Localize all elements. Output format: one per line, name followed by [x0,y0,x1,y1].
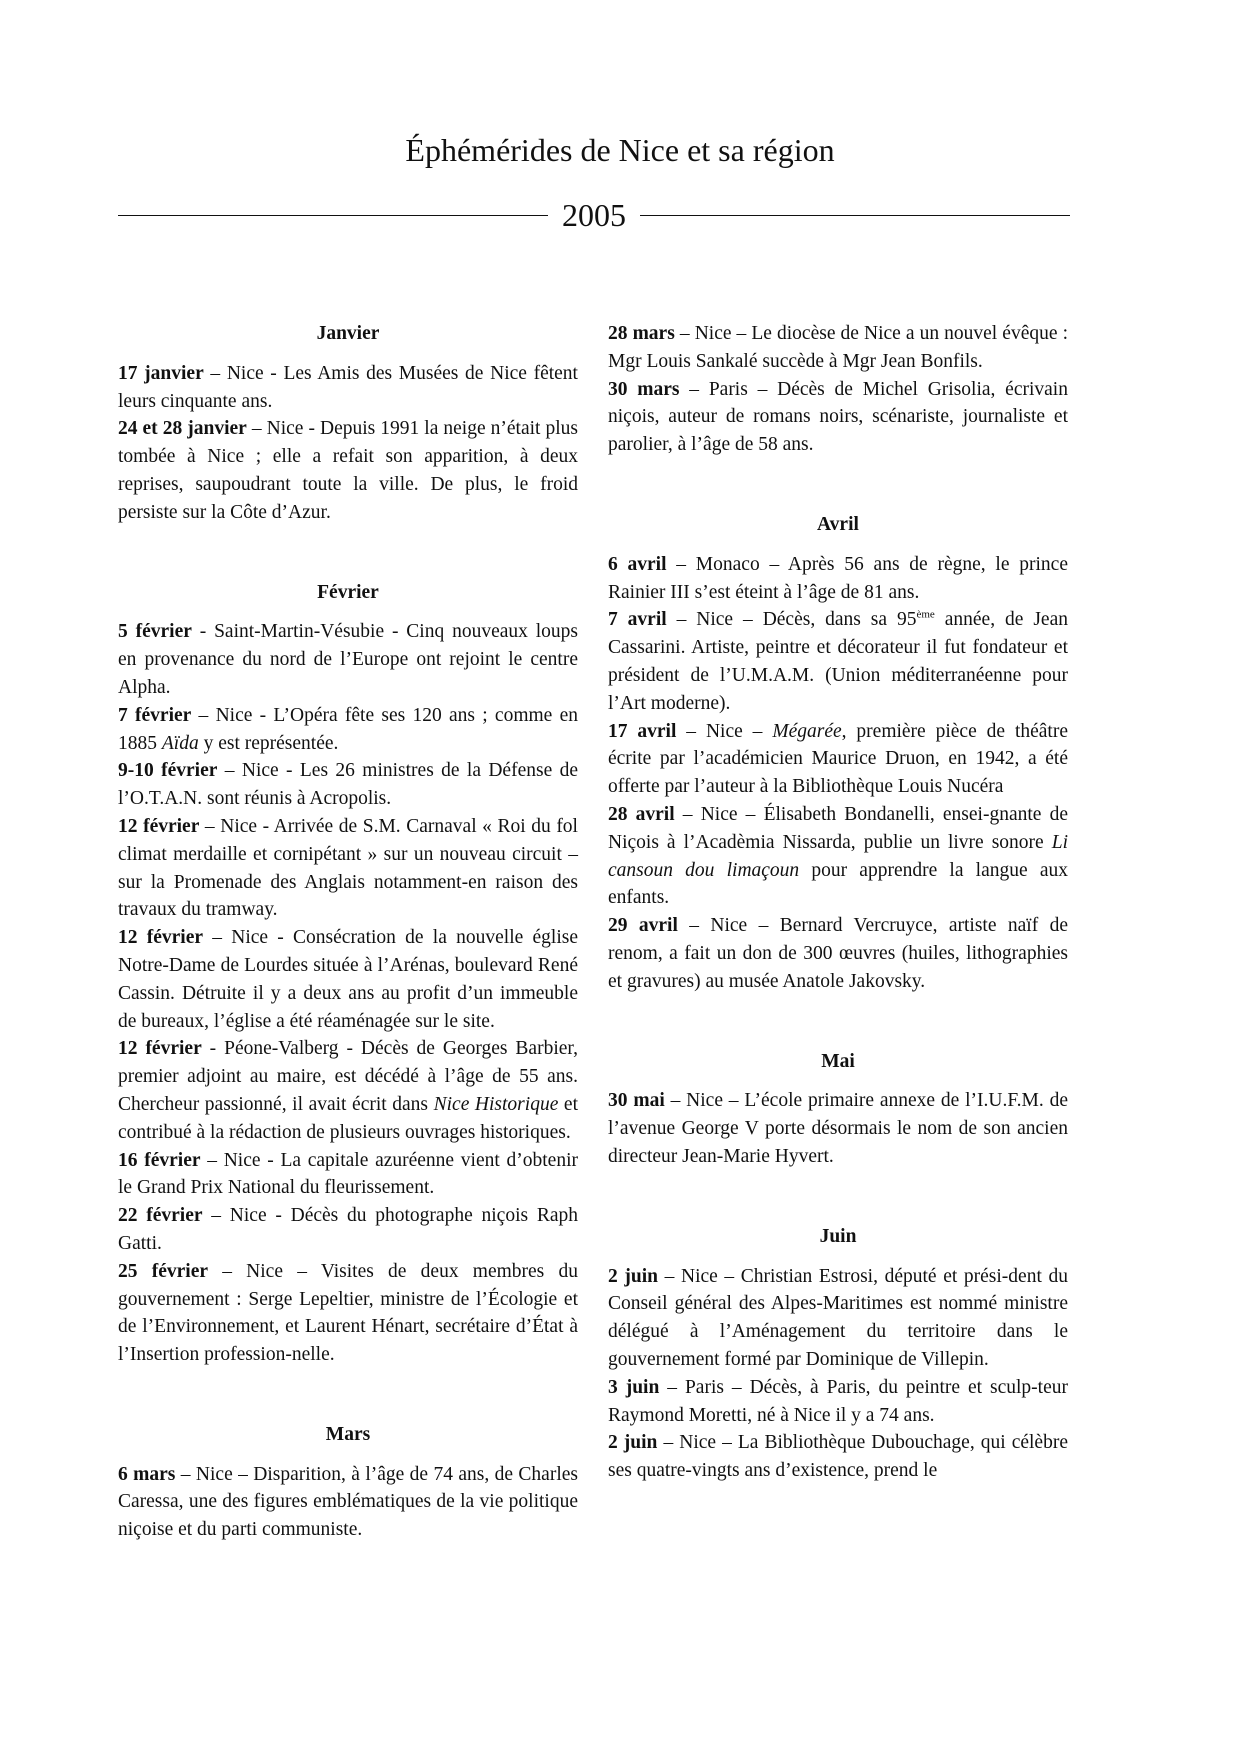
entry-date: 12 février [118,1038,202,1060]
month-section [118,579,578,1369]
entry: 7 avril – Nice – Décès, dans sa 95ème année, de Jean Cassarini. Artiste, peintre et décorateur il fut fondateur et président de l’U.M.A.M. (Union méditerranéenne pour l’Art moderne). [608,608,1068,714]
month-heading: Juin [819,1225,857,1247]
entry: 6 avril – Monaco – Après 56 ans de règne, le prince Rainier III s’est éteint à l’âge de 81 ans. [608,553,1068,603]
entry: 17 janvier – Nice - Les Amis des Musées de Nice fêtent leurs cinquante ans. [118,362,578,412]
entry-date: 6 avril [608,553,667,575]
entry: 24 et 28 janvier – Nice - Depuis 1991 la neige n’était plus tombée à Nice ; elle a refait son apparition, à deux reprises, saupoudrant toute la ville. De plus, le froid persiste sur la Côte d’Azur. [118,418,578,523]
italic-title: Li cansoun dou limaçoun [608,831,1068,881]
entry: 5 février - Saint-Martin-Vésubie - Cinq nouveaux loups en provenance du nord de l’Europe ont rejoint le centre Alpha. [118,621,578,698]
entry-date: 16 février [118,1149,201,1171]
page-title: Éphémérides de Nice et sa région [405,132,835,168]
entry-date: 5 février [118,621,192,643]
entry-date: 12 février [118,927,204,949]
entry: 16 février – Nice - La capitale azuréenne vient d’obtenir le Grand Prix National du fleurissement. [118,1149,578,1199]
entry: 22 février – Nice - Décès du photographe niçois Raph Gatti. [118,1205,578,1254]
entry: 30 mars – Paris – Décès de Michel Grisolia, écrivain niçois, auteur de romans noirs, scénariste, journaliste et parolier, à l’âge de 58 ans. [608,378,1068,456]
entry: 30 mai – Nice – L’école primaire annexe de l’I.U.F.M. de l’avenue George V porte désormais le nom de son ancien directeur Jean-Marie Hyvert. [608,1090,1068,1167]
entry-date: 30 mars [608,378,680,400]
right-rule [640,215,1070,216]
entry: 7 février – Nice - L’Opéra fête ses 120 ans ; comme en 1885 Aïda y est représentée. [118,704,578,754]
entry-date: 17 janvier [118,362,204,384]
entry: 12 février – Nice - Arrivée de S.M. Carnaval « Roi du fol climat merdaille et cornipétant » sur un nouveau circuit –sur la Promenade des Anglais notamment-en raison des travaux du tramway. [118,815,578,921]
entry-date: 3 juin [608,1376,660,1398]
month-section [608,320,1068,459]
month-heading: Février [317,581,379,603]
entry-date: 7 février [118,704,192,726]
entry-date: 25 février [118,1260,208,1282]
italic-title: Mégarée [772,720,842,742]
left-column [118,320,578,1596]
entry-date: 24 et 28 janvier [118,418,247,440]
entry-date: 2 juin [608,1432,658,1454]
entry-date: 29 avril [608,915,678,937]
entry-date: 2 juin [608,1265,658,1287]
right-column [608,320,1068,1537]
entry: 28 avril – Nice – Élisabeth Bondanelli, ensei-gnante de Niçois à l’Acadèmia Nissarda, publie un livre sonore Li cansoun dou limaçoun pour apprendre la langue aux enfants. [608,803,1068,909]
entry: 3 juin – Paris – Décès, à Paris, du peintre et sculp-teur Raymond Moretti, né à Nice il y a 74 ans. [608,1376,1068,1426]
entry: 2 juin – Nice – La Bibliothèque Dubouchage, qui célèbre ses quatre-vingts ans d’existence, prend le [608,1432,1068,1482]
entry-date: 12 février [118,815,200,837]
year-heading [118,195,1070,235]
entry-date: 7 avril [608,609,667,631]
entry: 25 février – Nice – Visites de deux membres du gouvernement : Serge Lepeltier, ministre de l’Écologie et de l’Environnement, et Laurent Hénart, secrétaire d’État à l’Insertion profession-nelle. [118,1260,578,1366]
year-label: 2005 [562,197,626,233]
entry: 2 juin – Nice – Christian Estrosi, député et prési-dent du Conseil général des Alpes-Maritimes est nommé ministre délégué à l’Aménagement du territoire dans le gouvernement formé par Dominique de Villepin. [608,1265,1068,1370]
entry: 17 avril – Nice – Mégarée, première pièce de théâtre écrite par l’académicien Maurice Druon, en 1942, a été offerte par l’auteur à la Bibliothèque Louis Nucéra [608,720,1068,798]
entry-date: 28 avril [608,803,675,825]
entry-date: 28 mars [608,323,675,344]
month-heading: Mars [325,1423,371,1445]
month-section [608,511,1068,996]
italic-title: Aïda [161,732,199,754]
month-section [608,1048,1068,1171]
entry: 12 février – Nice - Consécration de la nouvelle église Notre-Dame de Lourdes située à l’Arénas, boulevard René Cassin. Détruite il y a deux ans au profit d’un immeuble de bureaux, l’église a été réaménagée sur le site. [118,927,578,1032]
entry-date: 17 avril [608,720,677,742]
entry-date: 9-10 février [118,760,218,782]
month-section [118,1421,578,1544]
entry: 9-10 février – Nice - Les 26 ministres de la Défense de l’O.T.A.N. sont réunis à Acropolis. [118,760,578,810]
entry: 28 mars – Nice – Le diocèse de Nice a un nouvel évêque : Mgr Louis Sankalé succède à Mgr Jean Bonfils. [608,323,1068,372]
italic-title: Nice Historique [433,1093,559,1115]
entry: 29 avril – Nice – Bernard Vercruyce, artiste naïf de renom, a fait un don de 300 œuvres (huiles, lithographies et gravures) au musée Anatole Jakovsky. [608,915,1068,992]
month-section [118,320,578,527]
entry-date: 6 mars [118,1463,176,1485]
entry-date: 22 février [118,1205,203,1227]
entry-date: 30 mai [608,1090,665,1112]
left-rule [118,215,548,216]
month-heading: Janvier [316,323,380,344]
superscript: ème [916,608,935,621]
month-heading: Avril [817,513,859,535]
entry: 12 février - Péone-Valberg - Décès de Georges Barbier, premier adjoint au maire, est décédé à l’âge de 55 ans. Chercheur passionné, il avait écrit dans Nice Historique et contribué à la rédaction de plusieurs ouvrages historiques. [118,1038,578,1143]
entry: 6 mars – Nice – Disparition, à l’âge de 74 ans, de Charles Caressa, une des figures emblématiques de la vie politique niçoise et du parti communiste. [118,1463,578,1541]
month-section [608,1223,1068,1485]
month-heading: Mai [821,1050,855,1072]
